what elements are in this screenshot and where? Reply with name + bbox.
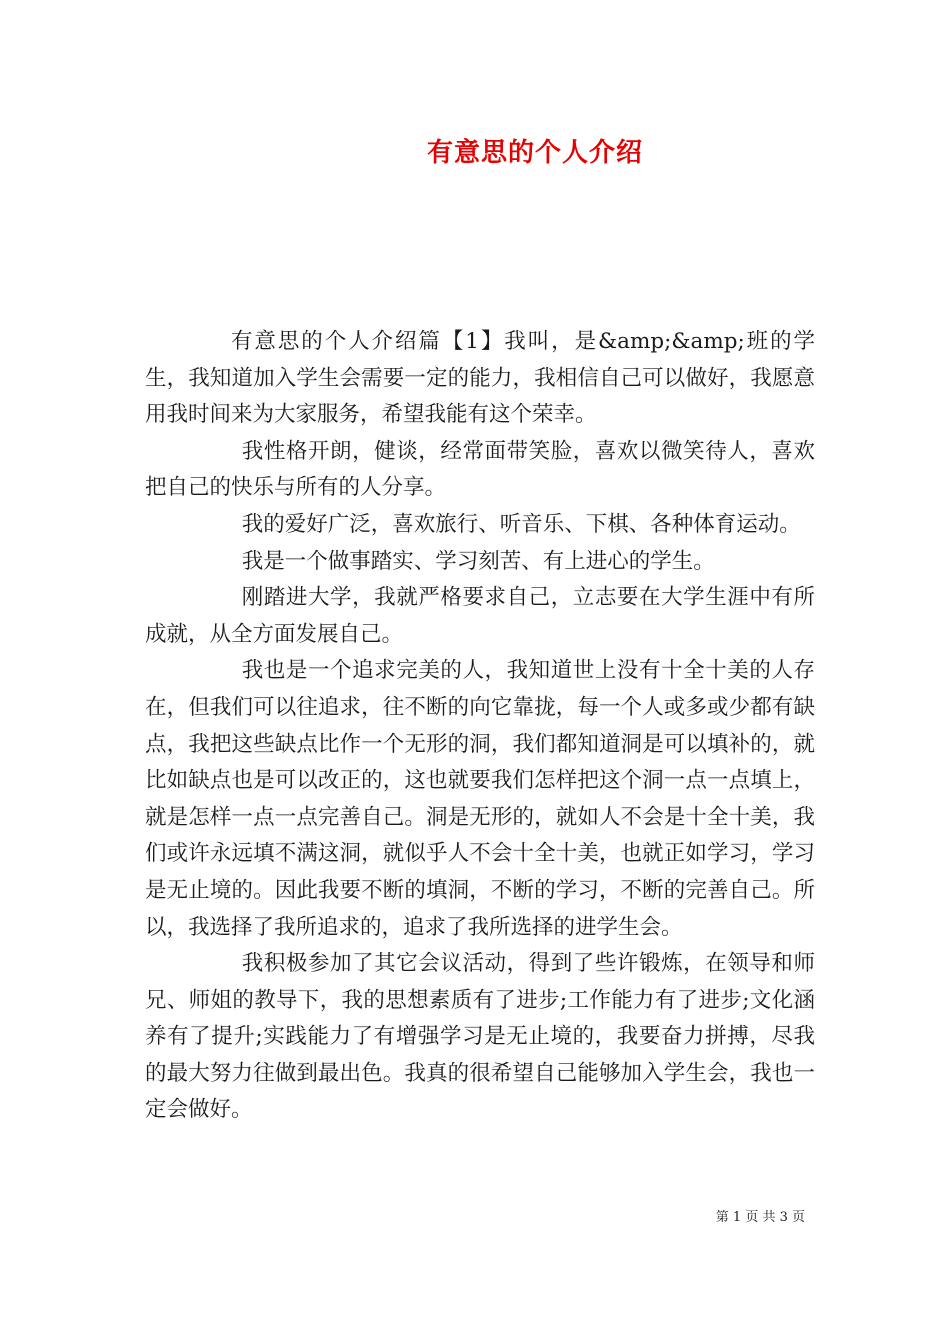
paragraph: 有意思的个人介绍篇【1】我叫，是&amp;&amp;班的学生，我知道加入学生会需要一定的能力，我相信自己可以做好，我愿意用我时间来为大家服务，希望我能有这个荣幸。 bbox=[145, 329, 815, 428]
page-number: 第 1 页 共 3 页 bbox=[715, 1210, 805, 1225]
paragraph: 我性格开朗，健谈，经常面带笑脸，喜欢以微笑待人，喜欢把自己的快乐与所有的人分享。 bbox=[145, 438, 815, 501]
paragraph: 我积极参加了其它会议活动，得到了些许锻炼，在领导和师兄、师姐的教导下，我的思想素质有了进步;工作能力有了进步;文化涵养有了提升;实践能力了有增强学习是无止境的，我要奋力拼搏，尽我的最大努力往做到最出色。我真的很希望自己能够加入学生会，我也一定会做好。 bbox=[145, 951, 815, 1123]
paragraph: 刚踏进大学，我就严格要求自己，立志要在大学生涯中有所成就，从全方面发展自己。 bbox=[145, 585, 815, 647]
paragraph: 我也是一个追求完美的人，我知道世上没有十全十美的人存在，但我们可以往追求，往不断的向它靠拢，每一个人或多或少都有缺点，我把这些缺点比作一个无形的洞，我们都知道洞是可以填补的，就比如缺点也是可以改正的，这也就要我们怎样把这个洞一点一点填上，就是怎样一点一点完善自己。洞是无形的，就如人不会是十全十美，我们或许永远填不满这洞，就似乎人不会十全十美，也就正如学习，学习是无止境的。因此我要不断的填洞，不断的学习，不断的完善自己。所以，我选择了我所追求的，追求了我所选择的进学生会。 bbox=[145, 658, 815, 940]
paragraph: 我的爱好广泛，喜欢旅行、听音乐、下棋、各种体育运动。 bbox=[241, 511, 801, 537]
paragraph: 我是一个做事踏实、学习刻苦、有上进心的学生。 bbox=[241, 548, 715, 574]
document-title: 有意思的个人介绍 bbox=[426, 138, 643, 168]
document-body bbox=[145, 324, 815, 1129]
